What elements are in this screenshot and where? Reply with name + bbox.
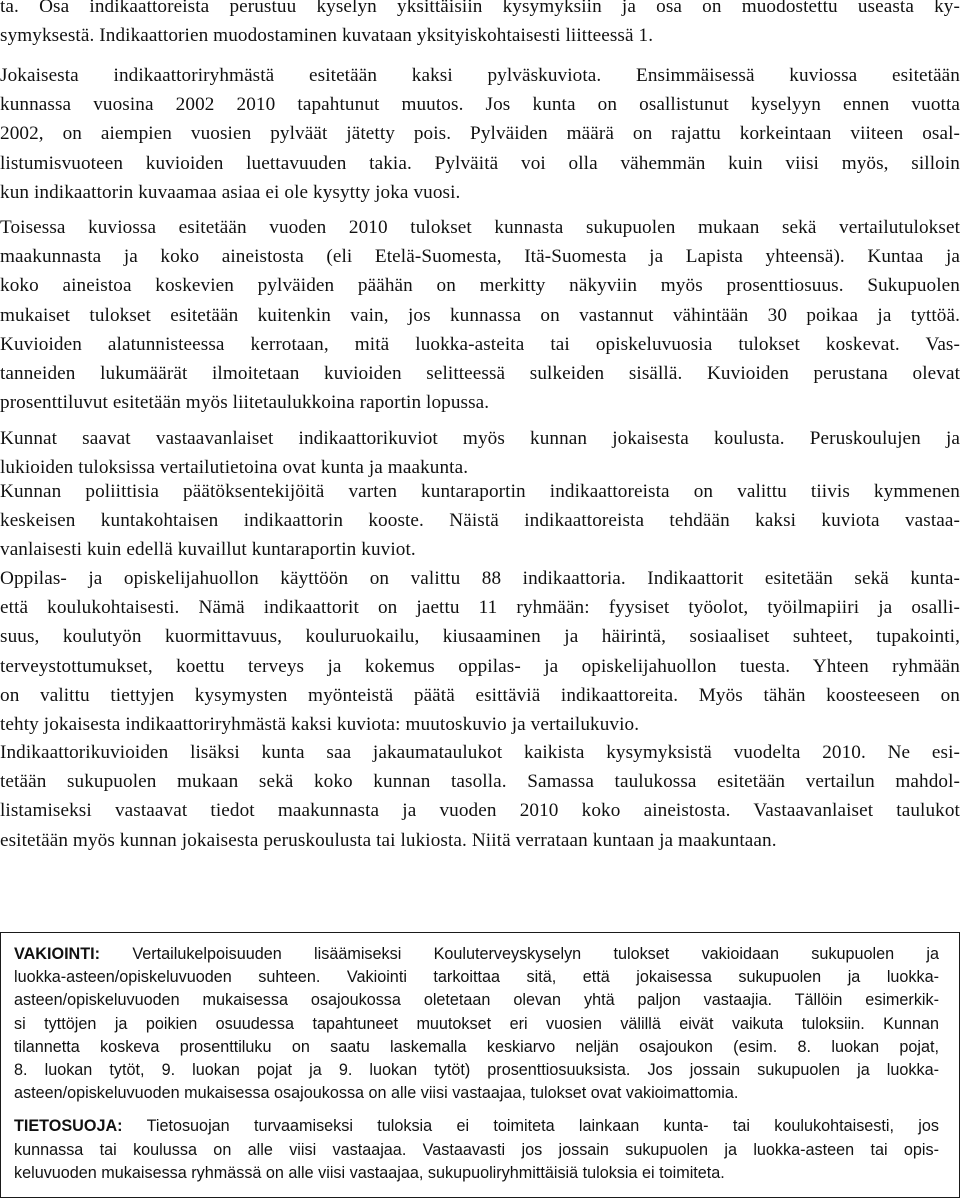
tietosuoja-heading: TIETOSUOJA: bbox=[14, 1117, 123, 1136]
note-box bbox=[0, 932, 960, 1198]
text-line: tanneiden lukumäärät ilmoitetaan kuvioiden selitteessä sulkeiden sisällä. Kuvioiden perustana olevat bbox=[0, 362, 960, 384]
text-line: Oppilas- ja opiskelijahuollon käyttöön on valittu 88 indikaattoria. Indikaattorit esitetään sekä kunta- bbox=[0, 568, 960, 589]
text-line: koko aineistoa koskevien pylväiden päähän on merkitty näkyviin myös prosenttiosuus. Sukupuolen bbox=[0, 275, 960, 297]
paragraph-bar-charts bbox=[0, 61, 960, 207]
text-line: listamiseksi vastaavat tiedot maakunnasta ja vuoden 2010 koko aineistosta. Vastaavanlaiset taulukot bbox=[0, 800, 960, 822]
tietosuoja-first-line: Tietosuojan turvaamiseksi tuloksia ei toimiteta lainkaan kunta- tai koulukohtaisesti, jos bbox=[146, 1117, 939, 1136]
text-line: kun indikaattorin kuvaamaa asiaa ei ole kysytty joka vuosi. bbox=[0, 181, 461, 203]
text-line: tehty jokaisesta indikaattoriryhmästä kaksi kuviota: muutoskuvio ja vertailukuvio. bbox=[0, 713, 640, 735]
text-line: luokka-asteen/opiskeluvuoden suhteen. Vakiointi tarkoittaa sitä, että jokaisessa sukupuolen ja luokka- bbox=[14, 968, 939, 987]
text-line: 2002, on aiempien vuosien pylväät jätetty pois. Pylväiden määrä on rajattu korkeintaan viiteen osal- bbox=[0, 123, 960, 145]
paragraph-second-chart bbox=[0, 213, 960, 417]
text-line: lukioiden tuloksissa vertailutietoina ovat kunta ja maakunta. bbox=[0, 457, 469, 479]
text-line: esitetään myös kunnan jokaisesta peruskoulusta tai lukiosta. Niitä verrataan kuntaan ja maakuntaan. bbox=[0, 829, 777, 851]
text-line: keskeisen kuntakohtaisen indikaattorin kooste. Näistä indikaattoreista tehdään kaksi kuviota vastaa- bbox=[0, 510, 960, 532]
text-line: että koulukohtaisesti. Nämä indikaattorit on jaettu 11 ryhmään: fyysiset työolot, työilmapiiri ja osalli- bbox=[0, 597, 960, 619]
text-line: 8. luokan tytöt, 9. luokan pojat ja 9. luokan tytöt) prosenttiosuuksista. Jos jossain sukupuolen ja luokka- bbox=[14, 1060, 939, 1079]
vakiointi-first-line: Vertailukelpoisuuden lisäämiseksi Kouluterveyskyselyn tulokset vakioidaan sukupuolen ja bbox=[132, 945, 939, 963]
note-box-content bbox=[14, 943, 939, 1185]
text-line: kunnassa vuosina 2002 2010 tapahtunut muutos. Jos kunta on osallistunut kyselyyn ennen vuotta bbox=[0, 94, 960, 116]
text-line: Indikaattorikuvioiden lisäksi kunta saa jakaumataulukot kaikista kysymyksistä vuodelta 2010. Ne esi- bbox=[0, 742, 960, 763]
section-gap bbox=[14, 1105, 939, 1115]
text-line: Kunnat saavat vastaavanlaiset indikaattorikuviot myös kunnan jokaisesta koulusta. Peruskoulujen ja bbox=[0, 428, 960, 449]
vakiointi-section bbox=[14, 943, 939, 1105]
tietosuoja-section bbox=[14, 1115, 939, 1185]
text-line: Kunnan poliittisia päätöksentekijöitä varten kuntaraportin indikaattoreista on valittu tiivis kymmenen bbox=[0, 481, 960, 502]
paragraph-schools bbox=[0, 424, 960, 482]
text-line: ta. Osa indikaattoreista perustuu kyselyn yksittäisiin kysymyksiin ja osa on muodostettu useasta ky- bbox=[0, 0, 960, 17]
text-line: Jokaisesta indikaattoriryhmästä esitetään kaksi pylväskuviota. Ensimmäisessä kuviossa esitetään bbox=[0, 65, 960, 86]
text-line: si tyttöjen ja poikien osuudessa tapahtuneet muutokset eri vuosien välillä eivät vaikuta tuloksiin. Kunnan bbox=[14, 1014, 939, 1033]
text-line bbox=[14, 1115, 939, 1138]
paragraph-student-welfare bbox=[0, 564, 960, 739]
text-line: tilannetta koskeva prosenttiluku on saatu laskemalla keskiarvo neljän osajoukon (esim. 8. luokan pojat, bbox=[14, 1037, 939, 1056]
text-line: mukaiset tulokset esitetään kuitenkin vain, jos kunnassa on vastannut vähintään 30 poikaa ja tyttöä. bbox=[0, 304, 960, 326]
text-line: terveystottumukset, koettu terveys ja kokemus oppilas- ja opiskelijahuollon tuesta. Yhteen ryhmään bbox=[0, 655, 960, 677]
text-line: asteen/opiskeluvuoden mukaisessa osajoukossa oletetaan olevan yhtä paljon vastaajia. Tällöin esimerkik- bbox=[14, 991, 939, 1010]
paragraph-decision-makers bbox=[0, 477, 960, 565]
vakiointi-heading: VAKIOINTI: bbox=[14, 945, 101, 963]
paragraph-indicator-intro bbox=[0, 0, 960, 50]
text-line: suus, koulutyön kuormittavuus, kouluruokailu, kiusaaminen ja häirintä, sosiaaliset suhteet, tupakointi, bbox=[0, 626, 960, 648]
text-line: symyksestä. Indikaattorien muodostaminen kuvataan yksityiskohtaisesti liitteessä 1. bbox=[0, 25, 654, 47]
text-line: asteen/opiskeluvuoden mukaisessa osajoukossa on alle viisi vastaajaa, tulokset ovat vakioimattomia. bbox=[14, 1084, 739, 1103]
text-line: Toisessa kuviossa esitetään vuoden 2010 tulokset kunnasta sukupuolen mukaan sekä vertailutulokset bbox=[0, 217, 960, 238]
text-line: listumisvuoteen kuvioiden luettavuuden takia. Pylväitä voi olla vähemmän kuin viisi myös, silloin bbox=[0, 152, 960, 174]
text-line: vanlaisesti kuin edellä kuvaillut kuntaraportin kuviot. bbox=[0, 539, 416, 561]
text-line: tetään sukupuolen mukaan sekä koko kunnan tasolla. Samassa taulukossa esitetään vertailun mahdol- bbox=[0, 771, 960, 793]
paragraph-distribution-tables bbox=[0, 738, 960, 855]
text-line bbox=[14, 943, 939, 966]
text-line: keluvuoden mukaisessa ryhmässä on alle viisi vastaajaa, sukupuoliryhmittäisiä tuloksia ei toimiteta. bbox=[14, 1163, 725, 1182]
text-line: Kuvioiden alatunnisteessa kerrotaan, mitä luokka-asteita tai opiskeluvuosia tulokset koskevat. Vas- bbox=[0, 333, 960, 355]
text-line: on valittu tiettyjen kysymysten myönteistä päätä esittäviä indikaattoreita. Myös tähän koosteeseen on bbox=[0, 684, 960, 706]
text-line: maakunnasta ja koko aineistosta (eli Etelä-Suomesta, Itä-Suomesta ja Lapista yhteensä). Kuntaa ja bbox=[0, 246, 960, 268]
text-line: kunnassa tai koulussa on alle viisi vastaajaa. Vastaavasti jos jossain sukupuolen ja luokka-asteen tai opis- bbox=[14, 1140, 939, 1159]
text-line: prosenttiluvut esitetään myös liitetaulukkoina raportin lopussa. bbox=[0, 392, 490, 414]
